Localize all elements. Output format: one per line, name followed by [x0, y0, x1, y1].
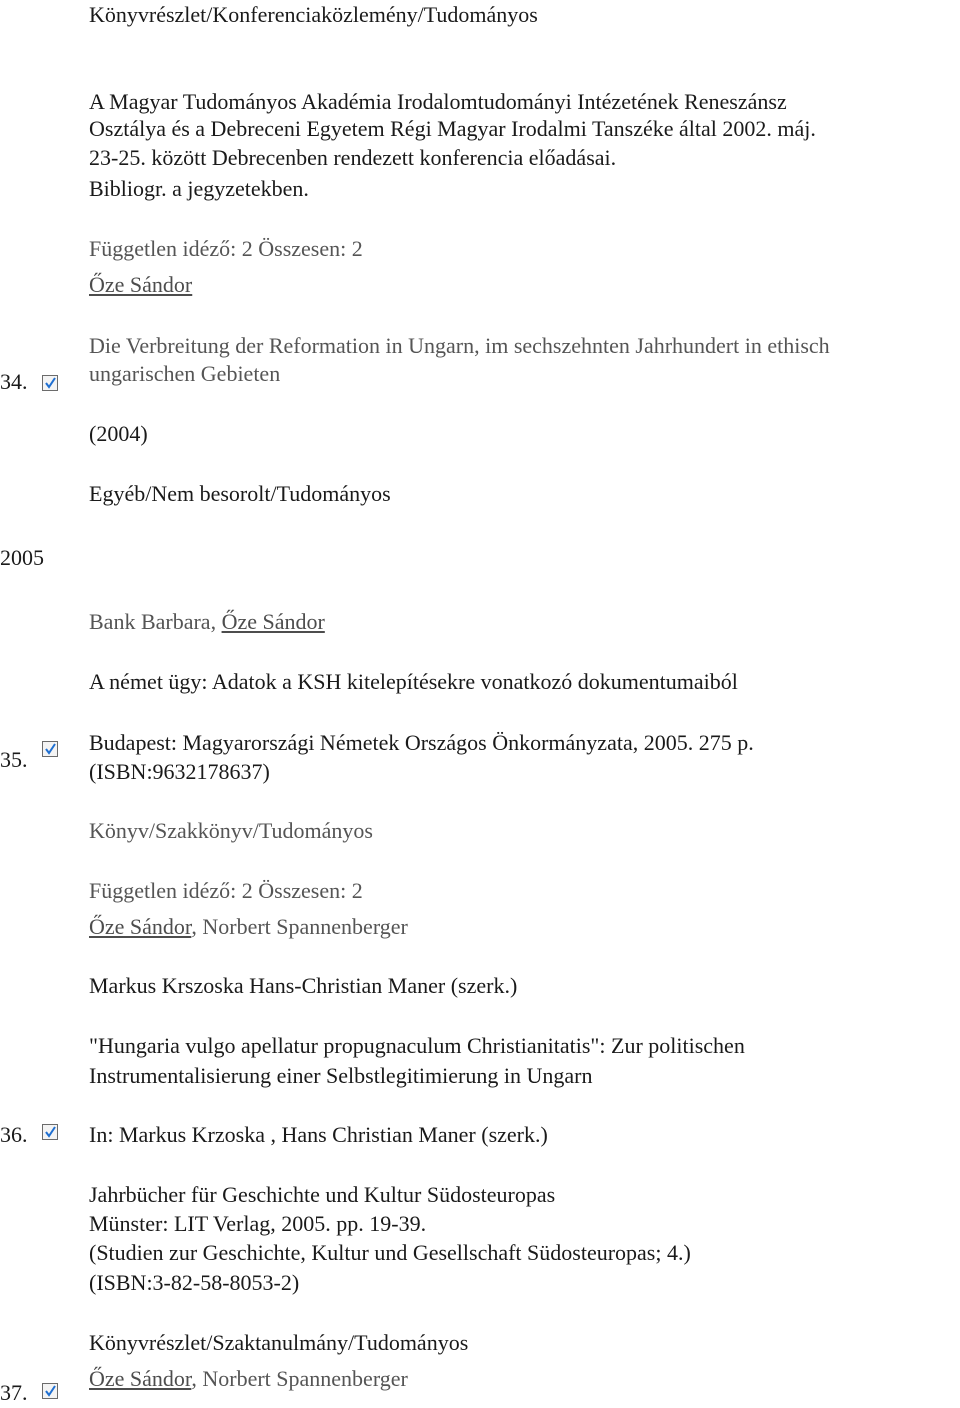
item-34-type: Egyéb/Nem besorolt/Tudományos — [89, 481, 391, 506]
item-33-citations: Független idéző: 2 Összesen: 2 — [89, 236, 363, 261]
item-36-author-rest: , Norbert Spannenberger — [191, 914, 408, 939]
item-36-publisher: Münster: LIT Verlag, 2005. pp. 19-39. — [89, 1211, 427, 1236]
item-36-author1-link[interactable]: Őze Sándor — [89, 914, 192, 939]
item-35-author-separator: , — [210, 609, 222, 634]
item-34-year: (2004) — [89, 421, 148, 446]
item-37-number: 37. — [0, 1380, 28, 1405]
item-35-isbn: (ISBN:9632178637) — [89, 759, 270, 784]
item-35-title: A német ügy: Adatok a KSH kitelepítésekre vonatkozó dokumentumaiból — [89, 669, 738, 694]
checkmark-icon — [43, 742, 58, 757]
item-37-authors — [89, 1364, 408, 1394]
item-36-book: Jahrbücher für Geschichte und Kultur Südosteuropas — [89, 1182, 556, 1207]
item-35-authors — [89, 607, 325, 637]
item-35-author2-link[interactable]: Őze Sándor — [221, 609, 325, 634]
item-35-checkbox[interactable] — [42, 741, 58, 757]
item-36-number: 36. — [0, 1122, 28, 1147]
item-33-type: Könyvrészlet/Konferenciaközlemény/Tudományos — [89, 2, 538, 27]
item-34-title-line1: Die Verbreitung der Reformation in Ungarn, im sechszehnten Jahrhundert in ethisch — [89, 333, 830, 358]
item-36-title-line2: Instrumentalisierung einer Selbstlegitimierung in Ungarn — [89, 1063, 593, 1088]
item-33-note-line1: A Magyar Tudományos Akadémia Irodalomtudományi Intézetének Reneszánsz — [89, 89, 787, 114]
item-36-in-line: In: Markus Krzoska , Hans Christian Maner (szerk.) — [89, 1122, 548, 1147]
item-37-checkbox[interactable] — [42, 1383, 58, 1399]
item-35-author1: Bank Barbara — [89, 609, 211, 634]
item-33-note-line4: Bibliogr. a jegyzetekben. — [89, 176, 309, 201]
item-37-author-rest: , Norbert Spannenberger — [191, 1366, 408, 1391]
item-37-author1-link[interactable]: Őze Sándor — [89, 1366, 192, 1391]
item-36-type: Könyvrészlet/Szaktanulmány/Tudományos — [89, 1330, 469, 1355]
item-34-number: 34. — [0, 369, 28, 394]
checkmark-icon — [43, 376, 58, 391]
item-36-series: (Studien zur Geschichte, Kultur und Gesellschaft Südosteuropas; 4.) — [89, 1240, 691, 1265]
item-34-author-link[interactable]: Őze Sándor — [89, 272, 193, 297]
item-36-isbn: (ISBN:3-82-58-8053-2) — [89, 1270, 300, 1295]
item-35-citations: Független idéző: 2 Összesen: 2 — [89, 878, 363, 903]
checkmark-icon — [43, 1384, 58, 1399]
checkmark-icon — [43, 1125, 58, 1140]
item-34-checkbox[interactable] — [42, 375, 58, 391]
item-35-number: 35. — [0, 747, 28, 772]
item-36-title-line1: "Hungaria vulgo apellatur propugnaculum Christianitatis": Zur politischen — [89, 1033, 745, 1058]
item-36-checkbox[interactable] — [42, 1124, 58, 1140]
item-36-editors: Markus Krszoska Hans-Christian Maner (szerk.) — [89, 973, 518, 998]
item-33-note-line3: 23-25. között Debrecenben rendezett konferencia előadásai. — [89, 145, 617, 170]
item-36-authors — [89, 912, 408, 942]
item-33-note-line2: Osztálya és a Debreceni Egyetem Régi Magyar Irodalmi Tanszéke által 2002. máj. — [89, 116, 816, 141]
item-34-title-line2: ungarischen Gebieten — [89, 361, 281, 386]
item-35-type: Könyv/Szakkönyv/Tudományos — [89, 818, 373, 843]
year-header-2005: 2005 — [0, 545, 44, 570]
item-35-publisher: Budapest: Magyarországi Németek Országos Önkormányzata, 2005. 275 p. — [89, 730, 754, 755]
